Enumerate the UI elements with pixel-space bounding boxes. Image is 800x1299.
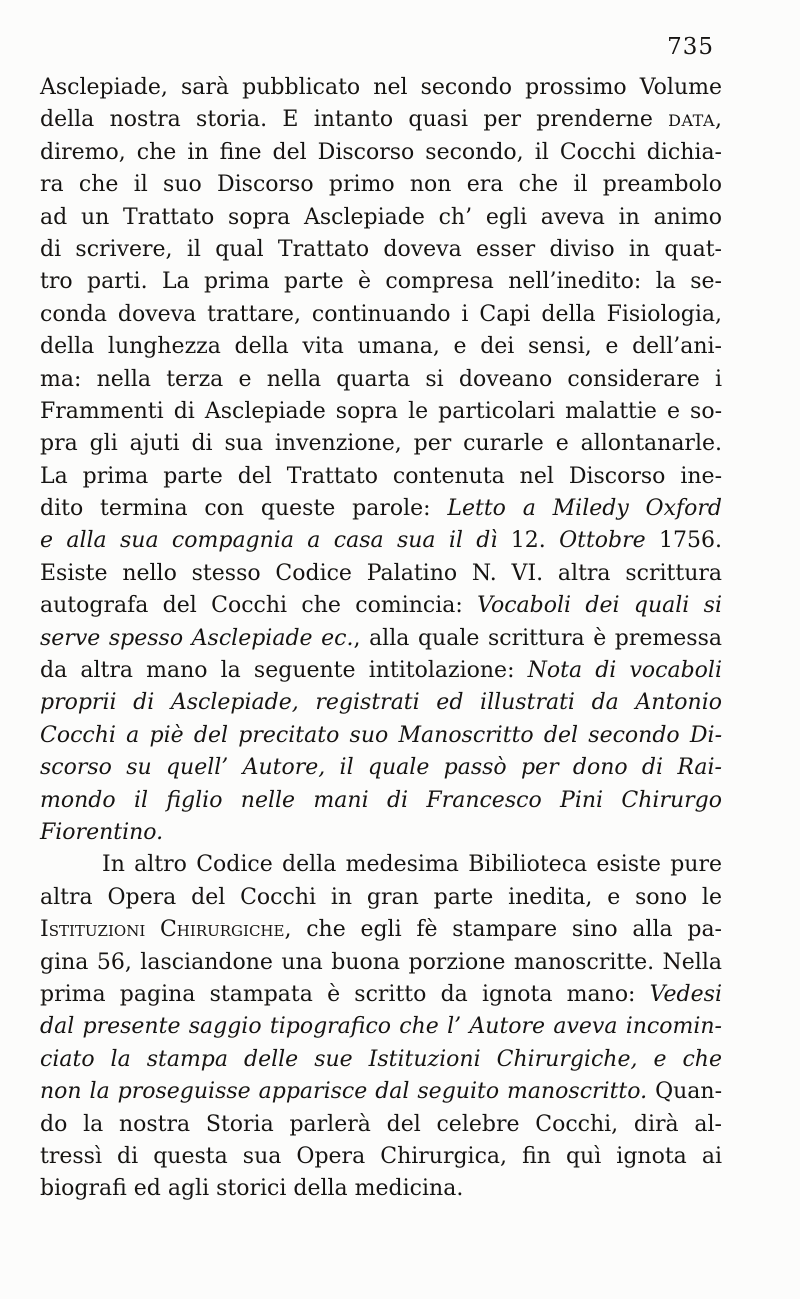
- text-segment: diremo, che in fine del Discorso secondo, il Cocchi dichia-: [40, 139, 722, 165]
- text-line: [40, 234, 722, 266]
- text-segment: ad un Trattato sopra Asclepiade ch’ egli aveva in animo: [40, 204, 722, 230]
- text-segment: Vocaboli dei quali si: [477, 593, 722, 619]
- text-segment: della lunghezza della vita umana, e dei sensi, e dell’ani-: [40, 334, 722, 360]
- text-line: [40, 169, 722, 201]
- text-segment: della nostra storia. E intanto quasi per prenderne: [40, 107, 669, 133]
- text-segment: scorso su quell’ Autore, il quale passò per dono di Rai-: [40, 755, 722, 781]
- text-line: [40, 590, 722, 622]
- text-segment: conda doveva trattare, continuando i Capi della Fisiologia,: [40, 301, 722, 327]
- text-segment: La prima parte del Trattato contenuta nel Discorso ine-: [40, 463, 722, 489]
- text-line: [40, 1141, 722, 1173]
- text-line: [40, 720, 722, 752]
- text-segment: ma: nella terza e nella quarta si doveano considerare i: [40, 366, 722, 392]
- text-line: [40, 137, 722, 169]
- text-line: [40, 428, 722, 460]
- text-segment: Fiorentino.: [40, 819, 164, 845]
- text-segment: Nota di vocaboli: [527, 658, 722, 684]
- text-line: [40, 752, 722, 784]
- text-segment: serve spesso Asclepiade ec.: [40, 625, 354, 651]
- text-segment: 1756.: [659, 528, 723, 554]
- text-line: [40, 202, 722, 234]
- text-line: [40, 785, 722, 817]
- text-line: [40, 364, 722, 396]
- text-line: [40, 299, 722, 331]
- text-line: [40, 396, 722, 428]
- text-line: [40, 947, 722, 979]
- text-line: [40, 525, 722, 557]
- text-segment: Esiste nello stesso Codice Palatino N. VI. altra scrittura: [40, 560, 722, 586]
- text-segment: mondo il figlio nelle mani di Francesco Pini Chirurgo: [40, 787, 722, 813]
- text-segment: In altro Codice della medesima Bibilioteca esiste pure: [102, 852, 722, 878]
- text-segment: , alla quale scrittura è premessa: [353, 625, 722, 651]
- text-segment: gina 56, lasciandone una buona porzione manoscritte. Nella: [40, 949, 722, 975]
- text-line: [40, 849, 722, 881]
- text-line: [40, 1011, 722, 1043]
- body-text: [40, 72, 722, 1206]
- text-line: [40, 266, 722, 298]
- text-line: [40, 1076, 722, 1108]
- text-segment: Asclepiade, sarà pubblicato nel secondo prossimo Volume: [40, 75, 722, 100]
- text-segment: tro parti. La prima parte è compresa nell’inedito: la se-: [40, 269, 722, 295]
- text-line: [40, 979, 722, 1011]
- text-segment: Cocchi a piè del precitato suo Manoscritto del secondo Di-: [40, 722, 722, 748]
- text-segment: non la proseguisse apparisce dal seguito manoscritto.: [40, 1079, 648, 1105]
- text-line: [40, 461, 722, 493]
- text-segment: Letto a Miledy Oxford: [447, 496, 722, 522]
- text-line: [40, 1044, 722, 1076]
- text-segment: di scrivere, il qual Trattato doveva esser diviso in quat-: [40, 236, 722, 262]
- text-segment: da altra mano la seguente intitolazione:: [40, 658, 528, 684]
- text-line: [40, 1109, 722, 1141]
- text-segment: , che egli fè stampare sino alla pa-: [284, 917, 722, 943]
- text-line: [40, 493, 722, 525]
- text-segment: do la nostra Storia parlerà del celebre Cocchi, dirà al-: [40, 1111, 722, 1137]
- text-segment: proprii di Asclepiade, registrati ed illustrati da Antonio: [40, 690, 722, 716]
- text-segment: prima pagina stampata è scritto da ignota mano:: [40, 981, 650, 1007]
- text-segment: tressì di questa sua Opera Chirurgica, fin quì ignota ai: [40, 1143, 722, 1169]
- text-line: [40, 72, 722, 104]
- text-segment: Frammenti di Asclepiade sopra le particolari malattie e so-: [40, 398, 722, 424]
- text-segment: biografi ed agli storici della medicina.: [40, 1176, 464, 1202]
- text-line: [40, 687, 722, 719]
- text-segment: DATA: [668, 111, 715, 131]
- text-segment: ,: [715, 107, 722, 133]
- text-line: [40, 331, 722, 363]
- text-segment: Quan-: [647, 1079, 723, 1105]
- text-segment: Istituzioni Chirurgiche: [40, 917, 285, 943]
- text-line: [40, 655, 722, 687]
- text-segment: 12.: [510, 528, 560, 554]
- text-line: [40, 914, 722, 946]
- text-segment: e alla sua compagnia a casa sua il dì: [40, 528, 511, 554]
- text-line: [40, 817, 722, 849]
- text-line: [40, 558, 722, 590]
- text-segment: altra Opera del Cocchi in gran parte inedita, e sono le: [40, 884, 722, 910]
- text-line: [40, 104, 722, 136]
- text-line: [40, 1173, 722, 1205]
- text-segment: Ottobre: [559, 528, 660, 554]
- text-segment: dito termina con queste parole:: [40, 496, 448, 522]
- text-segment: dal presente saggio tipografico che l’ Autore aveva incomin-: [40, 1014, 722, 1040]
- text-segment: ciato la stampa delle sue Istituzioni Chirurgiche, e che: [40, 1046, 722, 1072]
- text-segment: Vedesi: [649, 981, 722, 1007]
- page-number: 735: [667, 34, 714, 60]
- text-segment: ra che il suo Discorso primo non era che il preambolo: [40, 172, 722, 198]
- text-line: [40, 623, 722, 655]
- text-segment: pra gli ajuti di sua invenzione, per curarle e allontanarle.: [40, 431, 722, 457]
- text-line: [40, 882, 722, 914]
- text-segment: autografa del Cocchi che comincia:: [40, 593, 478, 619]
